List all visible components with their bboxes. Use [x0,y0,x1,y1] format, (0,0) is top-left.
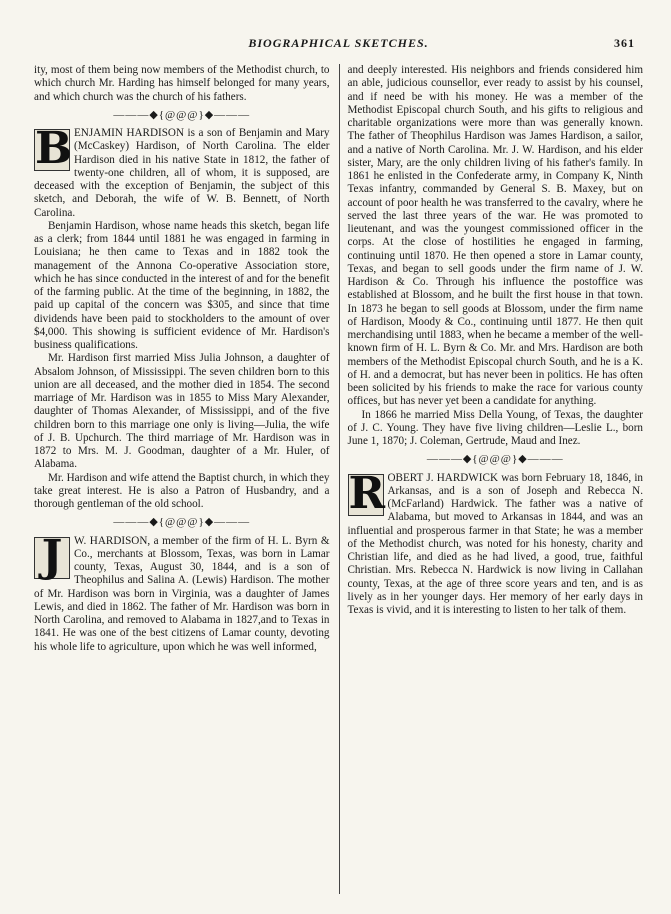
right-column [348,64,644,654]
left-column [34,64,330,654]
sketch-paragraph: Mr. Hardison first married Miss Julia Johnson, a daughter of Absalom Johnson, of Mississippi. The seven children born to this union are all deceased, and the mother died in 1854. The second marriage of Mr. Hardison was in 1855 to Miss Mary Alexander, daughter of Thomas Alexander, of Mississippi, and of the five children born to this marriage one only is living—Julia, the wife of J. B. Upchurch. The third marriage of Mr. Hardison was in 1872 to Mrs. M. J. Goodman, daughter of a Mr. Huler, of Alabama. [34,352,330,471]
sketch-paragraph: Mr. Hardison and wife attend the Baptist church, in which they take great interest. He is also a Patron of Husbandry, and a thorough gentleman of the old school. [34,471,330,510]
sketch-paragraph: ENJAMIN HARDISON is a son of Benjamin and Mary (McCaskey) Hardison, of North Carolina. The elder Hardison died in his native State in 1812, the father of twenty-one children, all of whom, it is supposed, are deceased with the exception of Benjamin, the subject of this sketch, and Deborah, the wife of W. B. Bennett, of North Carolina. [34,127,330,219]
sketch-robert-hardwick [347,467,644,618]
drop-cap-initial: R [348,467,386,519]
text-columns [34,64,643,654]
column-rule [339,64,340,894]
drop-cap-initial: B [35,123,73,174]
sketch-paragraph: and deeply interested. His neighbors and friends considered him an able, judicious counsellor, ever ready to assist by his counsel, and if need be with his money. He was a member of the Methodist Episcopal church South, and his gifts to religious and charitable organizations were more than was generally known. The father of Theophilus Hardison was James Hardison, a sailor, and a native of North Carolina. Mr. J. W. Hardison, and his elder sister, Mary, are the only children living of his father's family. In 1861 he enlisted in the Confederate army, in Company K, Ninth Texas infantry, commanded by General S. B. Maxey, but on account of poor health he was transferred to the cavalry, where he served the last three years of the war. He was promoted to lieutenant, and was the youngest commissioned officer in the corps. At the close of hostilities he engaged in farming, continuing until 1870. He then opened a store in Lamar county, Texas, and began to sell goods under the firm name of J. W. Hardison & Co. Through his influence the postoffice was established at Blossom, and he built the first house in that town. In 1873 he began to sell goods at Blossom, under the firm name of Hardison, Moody & Co., continuing until 1877. He then quit merchandising until 1883, when he became a member of the well-known firm of H. L. Byrn & Co. Mr. and Mrs. Hardison are both members of the Methodist Episcopal church South, and he is a K. of H. and a democrat, but has never been in politics. He has often been solicited by his friends to make the race for various county offices, but has never yet been a candidate for anything. [347,64,643,408]
sketch-paragraph: In 1866 he married Miss Della Young, of Texas, the daughter of J. C. Young. They have five living children—Leslie L., born June 1, 1870; J. Coleman, Gertrude, Maud and Inez. [347,408,643,447]
drop-cap-initial: J [34,537,70,579]
running-header [34,36,643,54]
sketch-benjamin-hardison [34,123,330,511]
sketch-paragraph: W. HARDISON, a member of the firm of H. L. Byrn & Co., merchants at Blossom, Texas, was born in Lamar county, Texas, August 30, 1844, and is a son of Theophilus and Salina A. (Lewis) Hardison. The mother of Mr. Hardison was born in Virginia, was a daughter of James Lewis, and died in 1862. The father of Mr. Hardison was born in North Carolina, and removed to Alabama in 1827,and to Texas in 1841. He was one of the best citizens of Lamar county, devoting his whole life to agriculture, upon which he was well informed, [34,534,330,653]
page-number: 361 [614,36,635,50]
running-title: BIOGRAPHICAL SKETCHES. [248,36,429,50]
sketch-paragraph: OBERT J. HARDWICK was born February 18, 1846, in Arkansas, and is a son of Joseph and Rebecca N. (McFarland) Hardwick. The father was a native of Alabama, but moved to Arkansas in 1844, and was an influential and prosperous farmer in that State; he was a member of the Methodist church, was noted for his honesty, charity and Christian life, and died as he had lived, a good, true, faithful Christian. Mrs. Rebecca N. Hardwick is now living in Callahan county, Texas, at the age of three score years and ten, and is as lively as in her younger days. Her memory of her early days in Texas is vivid, and it is interesting to listen to her talk of them. [347,471,643,616]
section-ornament: ———◆{@@@}◆——— [426,453,564,466]
continued-paragraph: ity, most of them being now members of the Methodist church, to which church Mr. Harding has himself belonged for many years, and which church was the church of his fathers. [34,64,330,103]
section-ornament: ———◆{@@@}◆——— [113,516,251,529]
sketch-paragraph: Benjamin Hardison, whose name heads this sketch, began life as a clerk; from 1844 until 1881 he was engaged in farming in Louisiana; he then came to Texas and in 1882 took the management of the Annona Co-operative Association store, which he has since conducted in the interest of and for the benefit of the farming public. At the time of the beginning, in 1882, the paid up capital of the concern was $305, and since that time dividends have been paid to stockholders to the amount of over $4,000. This showing is sufficient evidence of Mr. Hardison's business qualifications. [34,219,330,351]
section-ornament: ———◆{@@@}◆——— [113,108,251,121]
sketch-jw-hardison [34,530,330,654]
